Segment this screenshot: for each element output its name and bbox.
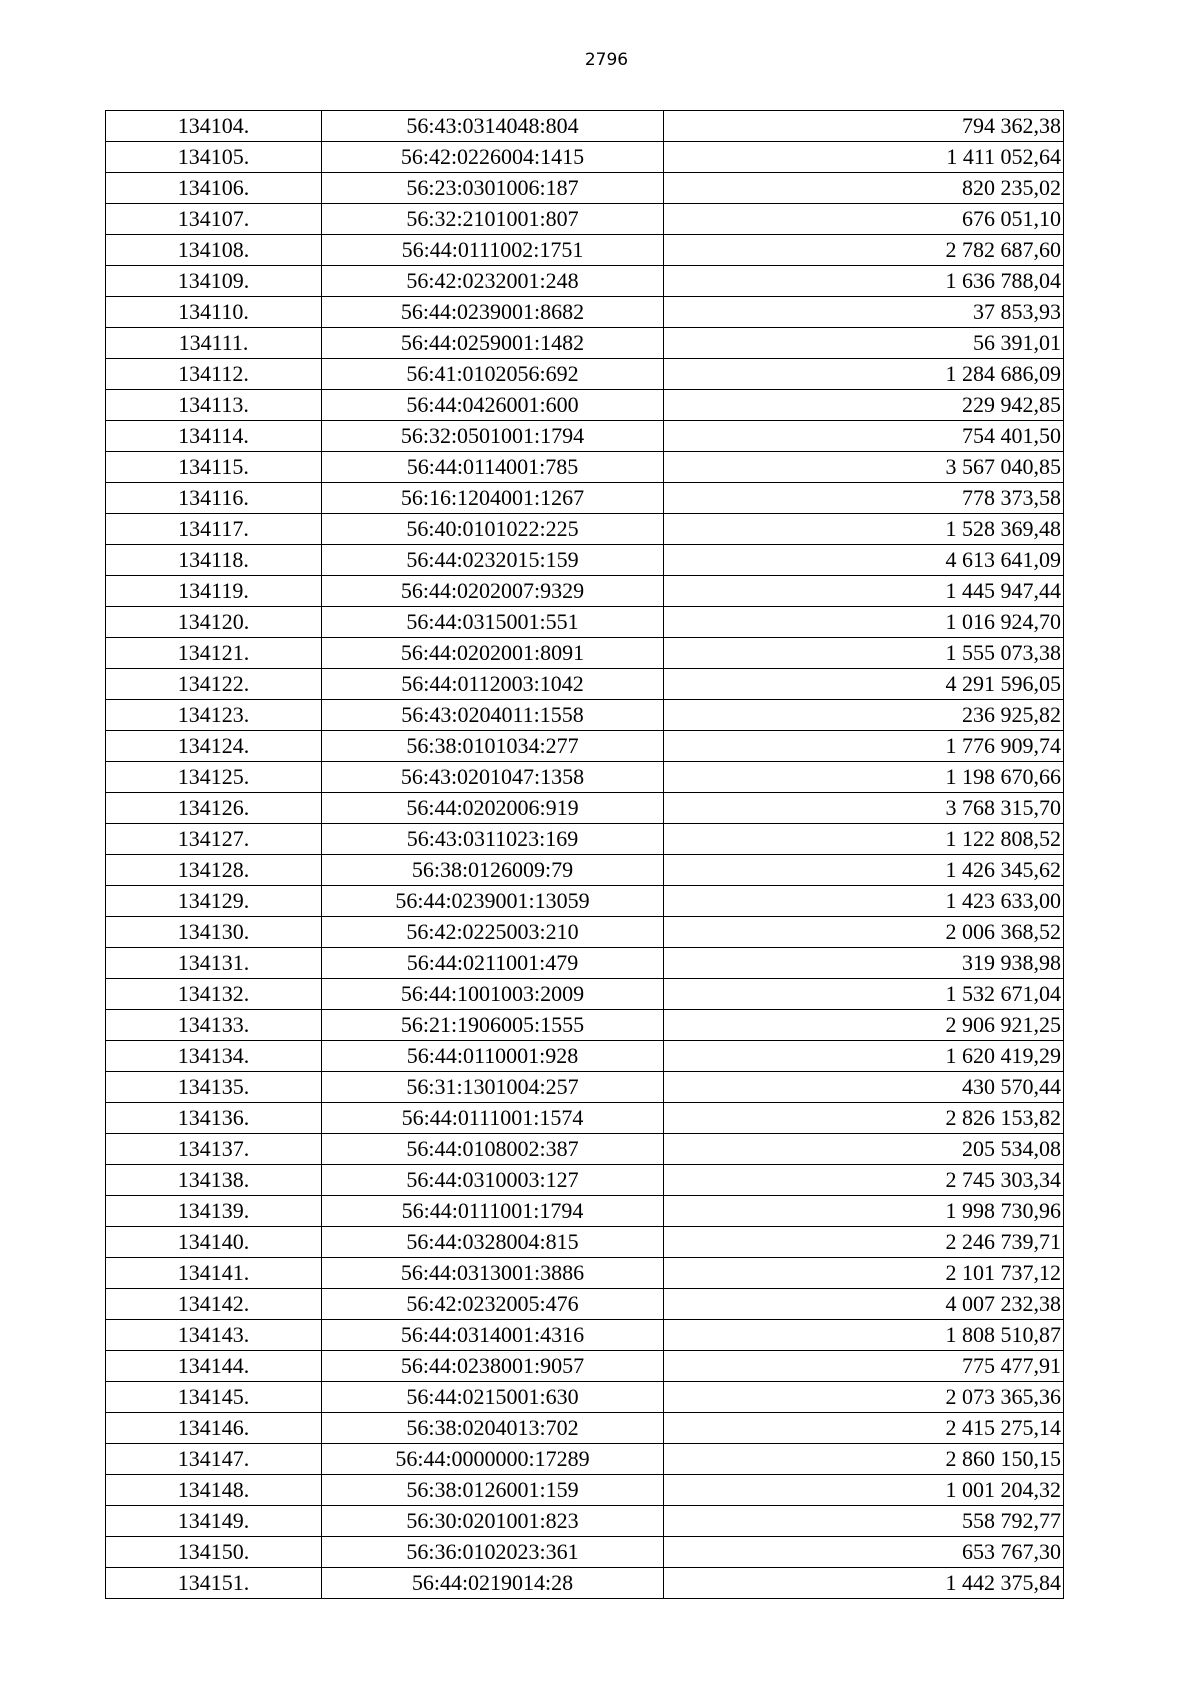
table-row [106,731,1064,762]
row-number-cell: 134129. [106,886,322,917]
cadastral-value-cell: 236 925,82 [664,700,1064,731]
table-row [106,421,1064,452]
cadastral-number-cell: 56:44:0232015:159 [322,545,664,576]
cadastral-number-cell: 56:44:0202001:8091 [322,638,664,669]
cadastral-value-cell: 1 532 671,04 [664,979,1064,1010]
row-number-cell: 134125. [106,762,322,793]
cadastral-value-cell: 775 477,91 [664,1351,1064,1382]
cadastral-value-cell: 1 001 204,32 [664,1475,1064,1506]
cadastral-number-cell: 56:38:0101034:277 [322,731,664,762]
table-row [106,979,1064,1010]
row-number-cell: 134120. [106,607,322,638]
cadastral-value-cell: 1 411 052,64 [664,142,1064,173]
row-number-cell: 134143. [106,1320,322,1351]
table-row [106,1320,1064,1351]
cadastral-value-cell: 1 776 909,74 [664,731,1064,762]
table-row [106,514,1064,545]
cadastral-value-cell: 3 567 040,85 [664,452,1064,483]
cadastral-number-cell: 56:32:2101001:807 [322,204,664,235]
row-number-cell: 134144. [106,1351,322,1382]
cadastral-value-cell: 1 442 375,84 [664,1568,1064,1599]
cadastral-number-cell: 56:21:1906005:1555 [322,1010,664,1041]
cadastral-number-cell: 56:43:0314048:804 [322,111,664,142]
row-number-cell: 134112. [106,359,322,390]
row-number-cell: 134135. [106,1072,322,1103]
row-number-cell: 134106. [106,173,322,204]
table-row [106,173,1064,204]
row-number-cell: 134117. [106,514,322,545]
cadastral-value-cell: 1 423 633,00 [664,886,1064,917]
cadastral-value-cell: 2 826 153,82 [664,1103,1064,1134]
table-row [106,576,1064,607]
cadastral-value-cell: 1 198 670,66 [664,762,1064,793]
cadastral-value-cell: 676 051,10 [664,204,1064,235]
cadastral-number-cell: 56:44:0219014:28 [322,1568,664,1599]
cadastral-value-cell: 56 391,01 [664,328,1064,359]
page-number: 2796 [584,50,629,70]
cadastral-value-cell: 4 613 641,09 [664,545,1064,576]
cadastral-number-cell: 56:44:0239001:8682 [322,297,664,328]
table-row [106,948,1064,979]
cadastral-number-cell: 56:44:0000000:17289 [322,1444,664,1475]
table-row [106,638,1064,669]
table-row [106,545,1064,576]
table-row [106,1444,1064,1475]
table-row [106,1506,1064,1537]
table-row [106,1537,1064,1568]
cadastral-number-cell: 56:44:0111001:1794 [322,1196,664,1227]
cadastral-value-cell: 37 853,93 [664,297,1064,328]
table-row [106,917,1064,948]
row-number-cell: 134124. [106,731,322,762]
row-number-cell: 134105. [106,142,322,173]
cadastral-number-cell: 56:42:0225003:210 [322,917,664,948]
cadastral-value-cell: 820 235,02 [664,173,1064,204]
cadastral-value-cell: 1 620 419,29 [664,1041,1064,1072]
cadastral-number-cell: 56:44:0426001:600 [322,390,664,421]
row-number-cell: 134107. [106,204,322,235]
cadastral-number-cell: 56:42:0226004:1415 [322,142,664,173]
table-row [106,793,1064,824]
table-row [106,1413,1064,1444]
row-number-cell: 134134. [106,1041,322,1072]
table-row [106,1475,1064,1506]
cadastral-value-cell: 205 534,08 [664,1134,1064,1165]
cadastral-value-cell: 754 401,50 [664,421,1064,452]
row-number-cell: 134142. [106,1289,322,1320]
cadastral-number-cell: 56:44:1001003:2009 [322,979,664,1010]
cadastral-value-cell: 794 362,38 [664,111,1064,142]
table-row [106,452,1064,483]
cadastral-value-cell: 2 073 365,36 [664,1382,1064,1413]
row-number-cell: 134119. [106,576,322,607]
cadastral-number-cell: 56:44:0315001:551 [322,607,664,638]
row-number-cell: 134133. [106,1010,322,1041]
cadastral-number-cell: 56:44:0313001:3886 [322,1258,664,1289]
table-row [106,1165,1064,1196]
cadastral-value-cell: 2 745 303,34 [664,1165,1064,1196]
row-number-cell: 134116. [106,483,322,514]
cadastral-number-cell: 56:43:0204011:1558 [322,700,664,731]
row-number-cell: 134141. [106,1258,322,1289]
row-number-cell: 134127. [106,824,322,855]
cadastral-value-cell: 1 528 369,48 [664,514,1064,545]
row-number-cell: 134109. [106,266,322,297]
table-body [106,111,1064,1599]
row-number-cell: 134114. [106,421,322,452]
cadastral-number-cell: 56:44:0314001:4316 [322,1320,664,1351]
row-number-cell: 134151. [106,1568,322,1599]
cadastral-number-cell: 56:30:0201001:823 [322,1506,664,1537]
table-row [106,1134,1064,1165]
table-row [106,1072,1064,1103]
table-row [106,607,1064,638]
row-number-cell: 134104. [106,111,322,142]
cadastral-value-cell: 1 426 345,62 [664,855,1064,886]
cadastral-number-cell: 56:44:0310003:127 [322,1165,664,1196]
cadastral-value-table [105,110,1064,1599]
row-number-cell: 134147. [106,1444,322,1475]
cadastral-number-cell: 56:38:0126001:159 [322,1475,664,1506]
cadastral-value-cell: 4 291 596,05 [664,669,1064,700]
cadastral-number-cell: 56:44:0239001:13059 [322,886,664,917]
row-number-cell: 134136. [106,1103,322,1134]
cadastral-value-cell: 778 373,58 [664,483,1064,514]
row-number-cell: 134130. [106,917,322,948]
table-row [106,1568,1064,1599]
row-number-cell: 134113. [106,390,322,421]
cadastral-number-cell: 56:38:0204013:702 [322,1413,664,1444]
cadastral-number-cell: 56:44:0238001:9057 [322,1351,664,1382]
row-number-cell: 134149. [106,1506,322,1537]
row-number-cell: 134126. [106,793,322,824]
cadastral-number-cell: 56:38:0126009:79 [322,855,664,886]
cadastral-value-cell: 558 792,77 [664,1506,1064,1537]
table-row [106,1041,1064,1072]
cadastral-value-cell: 2 782 687,60 [664,235,1064,266]
cadastral-number-cell: 56:44:0328004:815 [322,1227,664,1258]
cadastral-value-cell: 2 246 739,71 [664,1227,1064,1258]
row-number-cell: 134123. [106,700,322,731]
row-number-cell: 134110. [106,297,322,328]
table-row [106,1103,1064,1134]
table-row [106,111,1064,142]
cadastral-value-cell: 229 942,85 [664,390,1064,421]
cadastral-number-cell: 56:23:0301006:187 [322,173,664,204]
cadastral-value-cell: 1 808 510,87 [664,1320,1064,1351]
table-row [106,1196,1064,1227]
cadastral-value-cell: 4 007 232,38 [664,1289,1064,1320]
table-row [106,142,1064,173]
table-row [106,1382,1064,1413]
cadastral-number-cell: 56:44:0211001:479 [322,948,664,979]
cadastral-value-cell: 1 636 788,04 [664,266,1064,297]
cadastral-value-cell: 430 570,44 [664,1072,1064,1103]
cadastral-number-cell: 56:40:0101022:225 [322,514,664,545]
cadastral-value-cell: 1 445 947,44 [664,576,1064,607]
row-number-cell: 134145. [106,1382,322,1413]
row-number-cell: 134122. [106,669,322,700]
cadastral-number-cell: 56:42:0232001:248 [322,266,664,297]
row-number-cell: 134140. [106,1227,322,1258]
cadastral-number-cell: 56:31:1301004:257 [322,1072,664,1103]
table-row [106,483,1064,514]
row-number-cell: 134146. [106,1413,322,1444]
cadastral-number-cell: 56:32:0501001:1794 [322,421,664,452]
table-row [106,1227,1064,1258]
cadastral-value-cell: 2 006 368,52 [664,917,1064,948]
table-row [106,1258,1064,1289]
cadastral-value-cell: 1 555 073,38 [664,638,1064,669]
cadastral-number-cell: 56:43:0201047:1358 [322,762,664,793]
cadastral-value-cell: 3 768 315,70 [664,793,1064,824]
table-row [106,855,1064,886]
table-row [106,1010,1064,1041]
row-number-cell: 134115. [106,452,322,483]
row-number-cell: 134148. [106,1475,322,1506]
cadastral-number-cell: 56:42:0232005:476 [322,1289,664,1320]
cadastral-value-cell: 1 016 924,70 [664,607,1064,638]
row-number-cell: 134118. [106,545,322,576]
cadastral-number-cell: 56:43:0311023:169 [322,824,664,855]
table-row [106,297,1064,328]
table-row [106,266,1064,297]
cadastral-number-cell: 56:44:0202007:9329 [322,576,664,607]
row-number-cell: 134108. [106,235,322,266]
table-row [106,204,1064,235]
row-number-cell: 134128. [106,855,322,886]
table-row [106,359,1064,390]
cadastral-value-cell: 653 767,30 [664,1537,1064,1568]
row-number-cell: 134121. [106,638,322,669]
table-row [106,762,1064,793]
cadastral-value-cell: 319 938,98 [664,948,1064,979]
row-number-cell: 134139. [106,1196,322,1227]
table-row [106,669,1064,700]
cadastral-value-cell: 2 415 275,14 [664,1413,1064,1444]
cadastral-number-cell: 56:36:0102023:361 [322,1537,664,1568]
cadastral-value-cell: 1 122 808,52 [664,824,1064,855]
cadastral-value-cell: 2 906 921,25 [664,1010,1064,1041]
table-row [106,328,1064,359]
cadastral-number-cell: 56:16:1204001:1267 [322,483,664,514]
row-number-cell: 134150. [106,1537,322,1568]
cadastral-value-cell: 2 101 737,12 [664,1258,1064,1289]
table-row [106,700,1064,731]
row-number-cell: 134137. [106,1134,322,1165]
cadastral-number-cell: 56:44:0111001:1574 [322,1103,664,1134]
cadastral-value-cell: 1 998 730,96 [664,1196,1064,1227]
cadastral-number-cell: 56:44:0215001:630 [322,1382,664,1413]
table-row [106,1289,1064,1320]
row-number-cell: 134111. [106,328,322,359]
table-row [106,886,1064,917]
row-number-cell: 134132. [106,979,322,1010]
table-row [106,235,1064,266]
table-row [106,390,1064,421]
cadastral-number-cell: 56:44:0108002:387 [322,1134,664,1165]
row-number-cell: 134131. [106,948,322,979]
row-number-cell: 134138. [106,1165,322,1196]
table-row [106,824,1064,855]
cadastral-value-cell: 1 284 686,09 [664,359,1064,390]
cadastral-number-cell: 56:44:0202006:919 [322,793,664,824]
cadastral-number-cell: 56:44:0114001:785 [322,452,664,483]
cadastral-number-cell: 56:41:0102056:692 [322,359,664,390]
cadastral-number-cell: 56:44:0112003:1042 [322,669,664,700]
cadastral-value-cell: 2 860 150,15 [664,1444,1064,1475]
cadastral-number-cell: 56:44:0110001:928 [322,1041,664,1072]
table-row [106,1351,1064,1382]
cadastral-number-cell: 56:44:0111002:1751 [322,235,664,266]
cadastral-number-cell: 56:44:0259001:1482 [322,328,664,359]
